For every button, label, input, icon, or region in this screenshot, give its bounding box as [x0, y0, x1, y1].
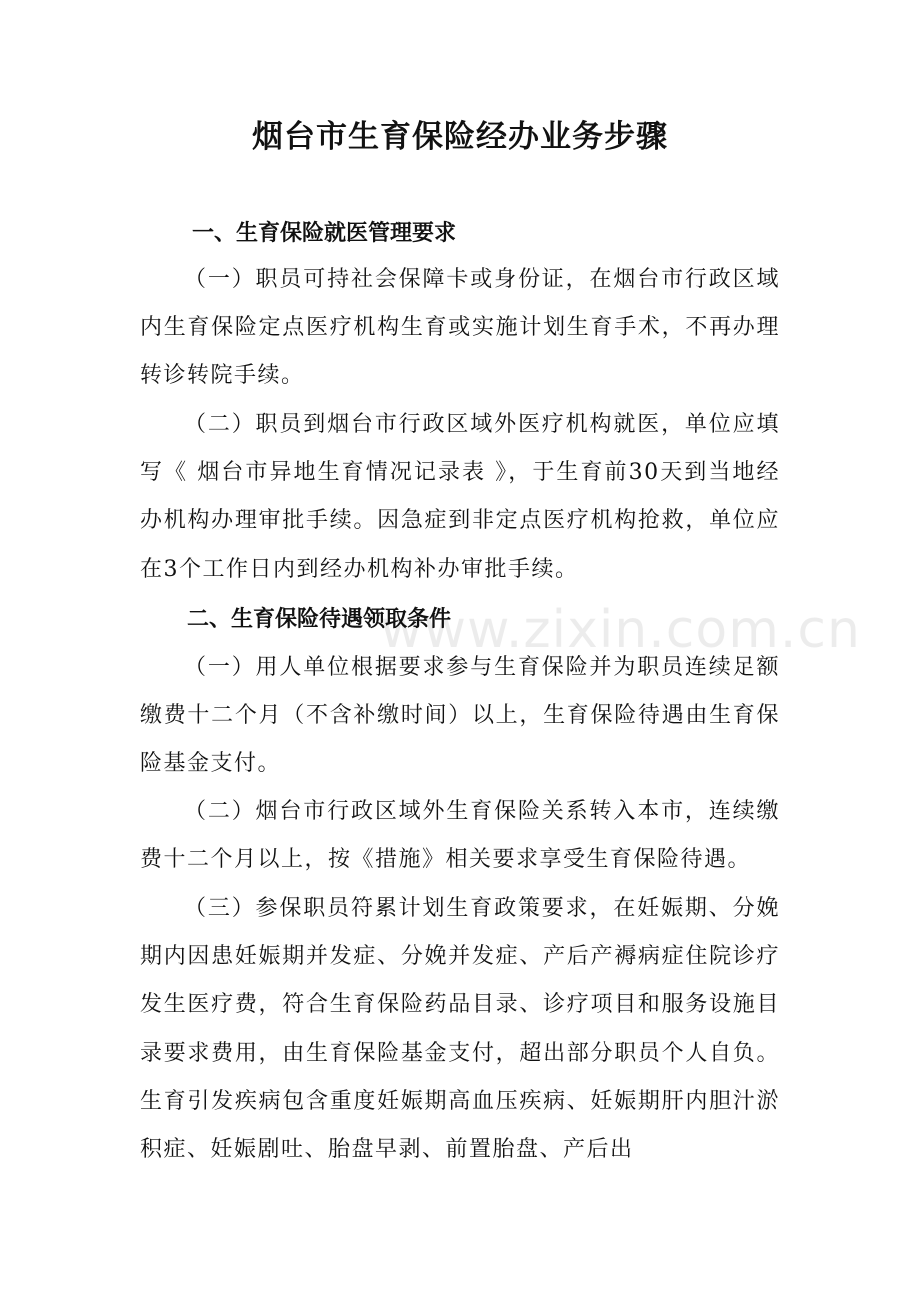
paragraph-continuous-contribution: （一）用人单位根据要求参与生育保险并为职员连续足额缴费十二个月（不含补缴时间）以上，生育保险待遇由生育保险基金支付。: [140, 655, 780, 777]
paragraph-transfer-in: （二）烟台市行政区域外生育保险关系转入本市，连续缴费十二个月以上，按《措施》相关要求享受生育保险待遇。: [140, 799, 780, 873]
watermark-text: www.zixin.com.cn: [380, 600, 861, 660]
section-heading-medical-requirements: 一、生育保险就医管理要求: [192, 221, 457, 246]
paragraph-social-security-card: （一）职员可持社会保障卡或身份证，在烟台市行政区域内生育保险定点医疗机构生育或实施计划生育手术，不再办理转诊转院手续。: [140, 267, 780, 389]
paragraph-complications-coverage: （三）参保职员符累计划生育政策要求，在妊娠期、分娩期内因患妊娠期并发症、分娩并发症、产后产褥病症住院诊疗发生医疗费，符合生育保险药品目录、诊疗项目和服务设施目录要求费用，由生育保险基金支付，超出部分职员个人自负。生育引发疾病包含重度妊娠期高血压疾病、妊娠期肝内胆汁淤积症、妊娠剧吐、胎盘早剥、前置胎盘、产后出: [140, 896, 780, 1163]
paragraph-out-of-region-treatment: （二）职员到烟台市行政区域外医疗机构就医，单位应填写《 烟台市异地生育情况记录表 》，于生育前30天到当地经办机构办理审批手续。因急症到非定点医疗机构抢救，单位应在3个工作日内到经办机构补办审批手续。: [140, 412, 780, 582]
section-heading-benefit-conditions: 二、生育保险待遇领取条件: [187, 607, 452, 632]
document-title: 烟台市生育保险经办业务步骤: [252, 119, 668, 155]
